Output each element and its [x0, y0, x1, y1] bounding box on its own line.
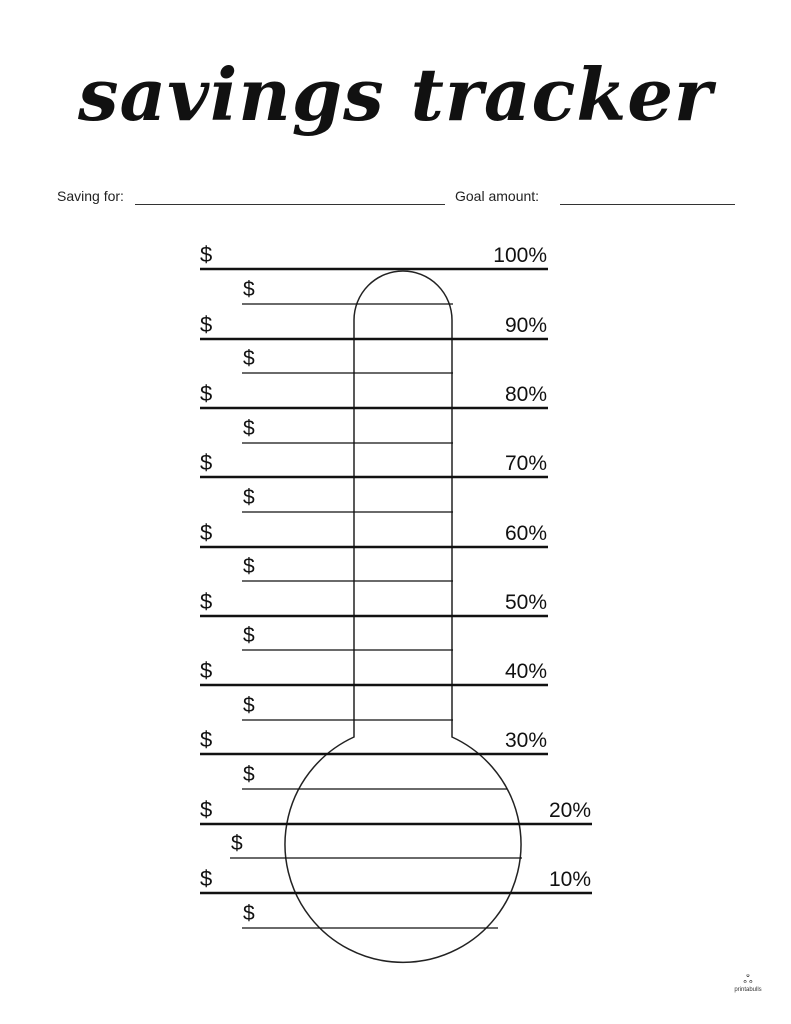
major-amount-field[interactable]: $ — [200, 727, 213, 752]
major-amount-field[interactable]: $ — [200, 242, 213, 267]
minor-amount-field[interactable]: $ — [243, 347, 255, 370]
printabulls-logo-icon: ஃ — [743, 972, 753, 986]
percent-label: 30% — [504, 729, 547, 752]
percent-label: 100% — [493, 244, 547, 267]
minor-amount-field[interactable]: $ — [243, 417, 255, 440]
major-amount-field[interactable]: $ — [200, 866, 213, 891]
page-title: savings tracker — [78, 52, 713, 137]
printabulls-logo — [726, 972, 770, 998]
major-amount-field[interactable]: $ — [200, 520, 213, 545]
major-amount-field[interactable]: $ — [200, 589, 213, 614]
minor-amount-field[interactable]: $ — [231, 832, 243, 855]
saving-for-label: Saving for: — [57, 188, 124, 204]
major-amount-field[interactable]: $ — [200, 797, 213, 822]
percent-label: 20% — [548, 799, 591, 822]
minor-amount-field[interactable]: $ — [243, 763, 255, 786]
major-amount-field[interactable]: $ — [200, 381, 213, 406]
minor-amount-field[interactable]: $ — [243, 624, 255, 647]
minor-amount-field[interactable]: $ — [243, 486, 255, 509]
major-amount-field[interactable]: $ — [200, 312, 213, 337]
minor-amount-field[interactable]: $ — [243, 555, 255, 578]
major-amount-field[interactable]: $ — [200, 450, 213, 475]
minor-amount-field[interactable]: $ — [243, 902, 255, 925]
percent-label: 80% — [504, 383, 547, 406]
minor-amount-field[interactable]: $ — [243, 278, 255, 301]
major-amount-field[interactable]: $ — [200, 658, 213, 683]
percent-label: 50% — [504, 591, 547, 614]
tracker-labels — [200, 242, 591, 925]
percent-label: 90% — [504, 314, 547, 337]
percent-label: 10% — [548, 868, 591, 891]
printabulls-logo-text: printabulls — [734, 987, 762, 993]
goal-amount-label: Goal amount: — [455, 188, 540, 204]
percent-label: 70% — [504, 452, 547, 475]
percent-label: 60% — [504, 522, 547, 545]
percent-label: 40% — [504, 660, 547, 683]
minor-amount-field[interactable]: $ — [243, 694, 255, 717]
